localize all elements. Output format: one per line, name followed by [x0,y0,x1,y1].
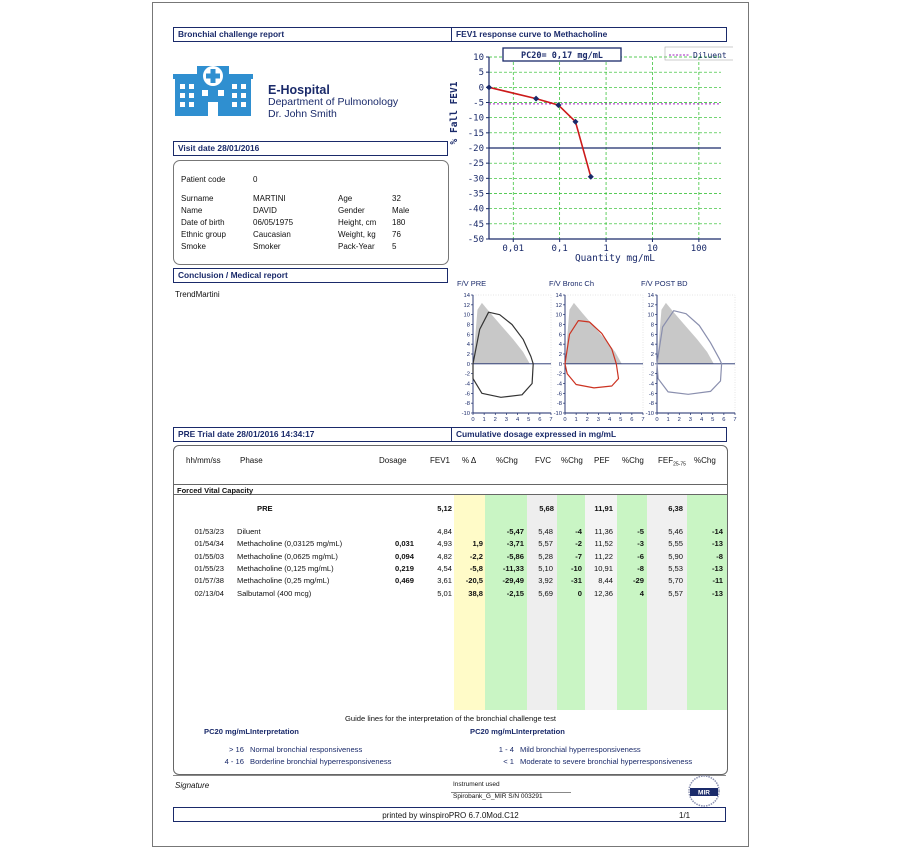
guidelines-title: Guide lines for the interpretation of the bronchial challenge test [344,714,557,723]
row-5-pd: 38,8 [468,588,483,598]
fv-x-tick-label: 3 [688,417,693,423]
fv-x-tick-label: 6 [722,417,726,423]
row-0-chg1: -5,47 [506,527,524,536]
row-4-time: 01/57/38 [194,576,224,586]
patient-code: 0 [253,175,258,184]
row-5-time: 02/13/04 [194,588,224,598]
row-4-fef: 5,70 [668,576,683,586]
fv-x-tick-label: 2 [677,417,681,423]
row-1-fef: 5,55 [668,539,683,549]
weight: 76 [392,230,401,239]
fv-x-tick-label: 5 [619,417,623,423]
signature-label: Signature [175,781,210,790]
fv-x-tick-label: 7 [641,417,645,423]
y-tick-label: -50 [467,235,484,245]
fv-y-tick-label: 2 [466,352,470,358]
row-0-chg3: -5 [637,527,644,536]
fv-y-tick-label: 12 [463,302,470,309]
hospital-name: E-Hospital [268,83,330,97]
fv-y-tick-label: -2 [648,371,654,378]
row-2-fef: 5,90 [668,551,683,561]
chart-axes [486,57,721,242]
row-4-pd: -20,5 [465,576,483,586]
instrument-divider [451,792,571,793]
y-tick-label: 5 [478,68,484,79]
row-2-chg3: -6 [637,551,644,561]
fv-x-tick-label: 7 [733,417,737,423]
x-tick-label: 1 [603,244,609,254]
weight-label: Weight, kg [338,230,376,239]
fv-y-tick-label: 0 [466,361,470,368]
fv-y-tick-label: -6 [556,391,562,398]
chart-labels [449,47,733,264]
row-3-pef: 10,91 [593,563,613,573]
header-time: hh/mm/ss [186,456,221,465]
row-1-dosage: 0,031 [394,539,414,549]
trial-date: PRE Trial date 28/01/2016 14:34:17 [178,429,315,439]
row-0-chg4: -14 [712,527,723,536]
row-1-chg3: -3 [637,539,644,549]
guide-interp-right: Interpretation [516,727,565,736]
row-1-pef: 11,52 [594,539,613,549]
trial-bar [173,427,454,442]
y-tick-label: -25 [467,159,484,170]
y-tick-label: -15 [467,128,484,139]
fv-y-tick-label: 8 [558,322,562,329]
report-title-bar [173,27,454,42]
row-2-chg4: -8 [716,551,723,561]
row-3-time: 01/55/23 [194,563,224,573]
doctor: Dr. John Smith [268,108,337,120]
guide-pc20-left: PC20 mg/mL [204,727,250,736]
fv-y-tick-label: -10 [461,411,470,417]
row-2-phase: Methacholine (0,0625 mg/mL) [237,551,338,561]
fev1-response-chart [443,43,733,273]
chart-marks [486,84,721,179]
fv-x-tick-label: 0 [471,417,475,423]
row-4-chg4: -11 [712,576,723,586]
x-tick-label: 100 [690,244,707,254]
fv-y-tick-label: -4 [556,381,562,388]
header-fef-main: FEF [658,456,674,465]
fv-y-tick-label: 4 [558,342,562,349]
row-5-fev1: 5,01 [437,588,452,598]
footer-text: printed by winspiroPRO 6.7.0Mod.C12 [382,811,519,820]
smoke: Smoker [253,242,281,251]
fv-y-tick-label: 14 [463,293,470,299]
dob: 06/05/1975 [253,218,294,227]
y-tick-label: -30 [467,174,484,185]
age: 32 [392,194,401,203]
row-1-fev1: 4,93 [437,539,452,549]
fv-x-tick-label: 6 [630,417,634,423]
y-tick-label: 0 [478,83,484,94]
pre-pef: 11,91 [594,504,613,513]
header-dosage: Dosage [379,456,407,465]
row-2-pd: -2,2 [469,551,483,561]
fv-x-tick-label: 0 [655,417,659,423]
surname-label: Surname [181,194,214,203]
pc20-label: PC20= 0,17 mg/mL [521,51,603,61]
row-4-chg1: -29,49 [502,576,524,586]
fv-x-tick-label: 6 [538,417,542,423]
guide-range-3: 1 - 4 [498,745,514,754]
data-point [588,174,594,180]
fv-y-tick-label: -10 [553,411,562,417]
fv-x-tick-label: 2 [493,417,497,423]
fv-panel-title: F/V POST BD [641,279,688,288]
header-phase: Phase [240,456,263,465]
fv-y-tick-label: -2 [556,371,562,378]
row-3-phase: Methacholine (0,125 mg/mL) [237,563,334,573]
age-label: Age [338,194,353,203]
row-3-chg4: -13 [712,563,723,573]
cumulative-bar [451,427,727,442]
fv-x-tick-label: 4 [515,417,520,423]
cumulative-title: Cumulative dosage expressed in mg/mL [456,429,617,439]
fv-x-tick-label: 7 [549,417,553,423]
fv-panel-0 [457,279,553,423]
fv-y-tick-label: 6 [650,332,654,339]
guide-pc20-right: PC20 mg/mL [470,727,516,736]
x-tick-label: 10 [647,244,658,254]
height: 180 [392,218,406,227]
row-0-pef: 11,36 [594,527,613,536]
fv-y-tick-label: 4 [466,342,470,349]
header-pd: % Δ [462,456,477,465]
row-0-chg2: -4 [575,527,582,536]
fv-y-tick-label: 0 [650,361,654,368]
pre-phase: PRE [257,504,273,513]
row-0-fef: 5,46 [668,527,683,536]
y-tick-label: -40 [467,204,484,215]
row-4-dosage: 0,469 [394,576,414,586]
y-tick-label: 10 [473,53,484,63]
data-point [486,84,492,90]
packyear: 5 [392,242,397,251]
row-0-time: 01/53/23 [194,527,224,536]
x-tick-label: 0,01 [502,244,525,254]
row-5-fef: 5,57 [668,588,683,598]
fv-panel-title: F/V Bronc Ch [549,279,595,288]
fv-x-tick-label: 2 [585,417,589,423]
row-2-pef: 11,22 [594,551,613,561]
section-fvc [174,484,727,495]
header-fev1: FEV1 [430,456,451,465]
visit-date-bar [173,141,448,156]
pre-fev1: 5,12 [437,504,452,513]
fv-x-tick-label: 3 [596,417,601,423]
guide-range-2: 4 - 16 [224,757,244,766]
guide-range-4: < 1 [503,757,514,766]
guide-text-4: Moderate to severe bronchial hyperresponsiveness [520,757,693,766]
fv-y-tick-label: 10 [463,312,470,319]
name-label: Name [181,206,203,215]
flow-volume-charts [449,275,739,425]
fv-panel-title: F/V PRE [457,279,487,288]
surname: MARTINI [253,194,286,203]
fv-x-tick-label: 4 [699,417,704,423]
row-3-chg1: -11,33 [502,563,524,573]
row-5-chg1: -2,15 [506,588,524,598]
row-5-phase: Salbutamol (400 mcg) [237,588,312,598]
mir-logo-text: MIR [698,789,710,797]
pre-fef: 6,38 [668,504,683,513]
fv-x-tick-label: 1 [482,417,486,423]
fv-y-tick-label: 8 [650,322,654,329]
row-0-phase: Diluent [237,527,261,536]
row-4-fev1: 3,61 [437,576,452,586]
visit-date: Visit date 28/01/2016 [178,143,260,153]
pd-column-bg [454,495,485,710]
conclusion-title: Conclusion / Medical report [178,270,288,280]
fv-y-tick-label: 2 [650,352,654,358]
row-1-time: 01/54/34 [194,539,224,549]
fv-y-tick-label: 8 [466,322,470,329]
y-tick-label: -35 [467,189,484,200]
fv-x-tick-label: 5 [527,417,531,423]
fv-y-tick-label: 12 [555,302,562,309]
mir-logo-icon [683,774,725,808]
guide-text-2: Borderline bronchial hyperresponsiveness [250,757,392,766]
header-chg4: %Chg [694,456,716,465]
section-title: Forced Vital Capacity [177,486,254,495]
row-3-dosage: 0,219 [394,563,414,573]
row-3-fev1: 4,54 [437,563,452,573]
row-4-fvc: 3,92 [538,576,553,586]
x-axis-label: Quantity mg/mL [574,253,656,264]
fv-x-tick-label: 0 [563,417,567,423]
row-3-fef: 5,53 [668,563,683,573]
department: Department of Pulmonology [268,96,399,108]
fv-y-tick-label: 14 [647,293,654,299]
report-page [152,2,749,847]
row-2-fvc: 5,28 [538,551,553,561]
results-table [173,445,728,775]
fv-y-tick-label: 4 [650,342,654,349]
conclusion-text: TrendMartini [175,290,220,299]
row-3-fvc: 5,10 [538,563,553,573]
data-point [533,96,539,102]
page-number: 1/1 [679,811,691,820]
row-3-chg3: -8 [637,563,644,573]
hospital-icon [173,58,253,116]
fv-y-tick-label: -4 [464,381,470,388]
row-3-chg2: -10 [571,563,582,573]
fv-panel-2 [641,279,737,423]
gender-label: Gender [338,206,365,215]
header-pef: PEF [594,456,610,465]
row-1-pd: 1,9 [472,539,483,549]
row-4-phase: Methacholine (0,25 mg/mL) [237,576,330,586]
row-5-fvc: 5,69 [538,588,553,598]
dob-label: Date of birth [181,218,225,227]
row-2-time: 01/55/03 [194,551,224,561]
fv-predicted-area [657,303,714,364]
fv-x-tick-label: 4 [607,417,612,423]
name: DAVID [253,206,277,215]
row-1-fvc: 5,57 [538,539,553,549]
fv-y-tick-label: 10 [647,312,654,319]
guide-range-1: > 16 [229,745,244,754]
y-tick-label: -10 [467,113,484,124]
fv-predicted-area [473,303,530,364]
guide-interp-left: Interpretation [250,727,299,736]
chart-title: FEV1 response curve to Methacholine [456,29,608,39]
fv-x-tick-label: 1 [666,417,670,423]
row-1-chg4: -13 [712,539,723,549]
header-fef-sub: 25-75 [673,461,686,468]
guide-text-3: Mild bronchial hyperresponsiveness [520,745,641,754]
fv-y-tick-label: -8 [648,401,654,408]
fv-y-tick-label: -4 [648,381,654,388]
row-5-pef: 12,36 [593,588,613,598]
y-tick-label: -45 [467,219,484,230]
ethnic-label: Ethnic group [181,230,226,239]
y-tick-label: -5 [473,98,484,109]
report-title: Bronchial challenge report [178,29,285,39]
row-2-fev1: 4,82 [437,551,452,561]
header-chg3: %Chg [622,456,644,465]
header-chg2: %Chg [561,456,583,465]
row-0-fev1: 4,84 [437,527,452,536]
instrument-value: Spirobank_G_MIR S/N 003291 [453,793,543,800]
y-tick-label: -20 [467,144,484,154]
row-5-chg4: -13 [712,588,723,598]
packyear-label: Pack-Year [338,242,375,251]
row-3-pd: -5,8 [469,563,483,573]
y-axis-label: % Fall FEV1 [449,81,460,145]
fv-y-tick-label: 6 [558,332,562,339]
fv-y-tick-label: 0 [558,361,562,368]
guide-text-1: Normal bronchial responsiveness [250,745,363,754]
fv-y-tick-label: -2 [464,371,470,378]
fv-x-tick-label: 3 [504,417,509,423]
fv-x-tick-label: 1 [574,417,578,423]
header-fef [658,456,686,468]
patient-code-label: Patient code [181,175,226,184]
legend-diluent-label: Diluent [693,51,727,60]
row-1-chg2: -2 [575,539,582,549]
header-fvc: FVC [535,456,551,465]
fv-y-tick-label: -8 [556,401,562,408]
gender: Male [392,206,410,215]
fv-y-tick-label: 12 [647,302,654,309]
ethnic: Caucasian [253,230,291,239]
conclusion-bar [173,268,448,283]
smoke-label: Smoke [181,242,206,251]
row-0-fvc: 5,48 [538,527,553,536]
fv-y-tick-label: 2 [558,352,562,358]
row-4-pef: 8,44 [598,576,613,586]
chart-title-bar [451,27,727,42]
instrument-label: Instrument used [453,781,500,788]
row-2-chg1: -5,86 [506,551,524,561]
row-2-chg2: -7 [575,551,582,561]
fv-y-tick-label: 6 [466,332,470,339]
row-4-chg3: -29 [633,576,644,586]
fv-x-tick-label: 5 [711,417,715,423]
height-label: Height, cm [338,218,377,227]
pre-fvc: 5,68 [539,504,554,513]
fv-y-tick-label: -10 [645,411,654,417]
x-tick-label: 0,1 [551,244,568,254]
fv-y-tick-label: 14 [555,293,562,299]
row-5-chg2: 0 [577,588,582,598]
fv-y-tick-label: -8 [464,401,470,408]
signature-divider [173,775,726,776]
header-chg1: %Chg [496,456,518,465]
fv-panel-1 [549,279,645,423]
row-1-chg1: -3,71 [506,539,524,549]
fv-y-tick-label: -6 [648,391,654,398]
row-5-chg3: 4 [639,588,644,598]
row-2-dosage: 0,094 [394,551,414,561]
row-4-chg2: -31 [571,576,582,586]
fv-y-tick-label: 10 [555,312,562,319]
fv-y-tick-label: -6 [464,391,470,398]
row-1-phase: Methacholine (0,03125 mg/mL) [237,539,343,549]
